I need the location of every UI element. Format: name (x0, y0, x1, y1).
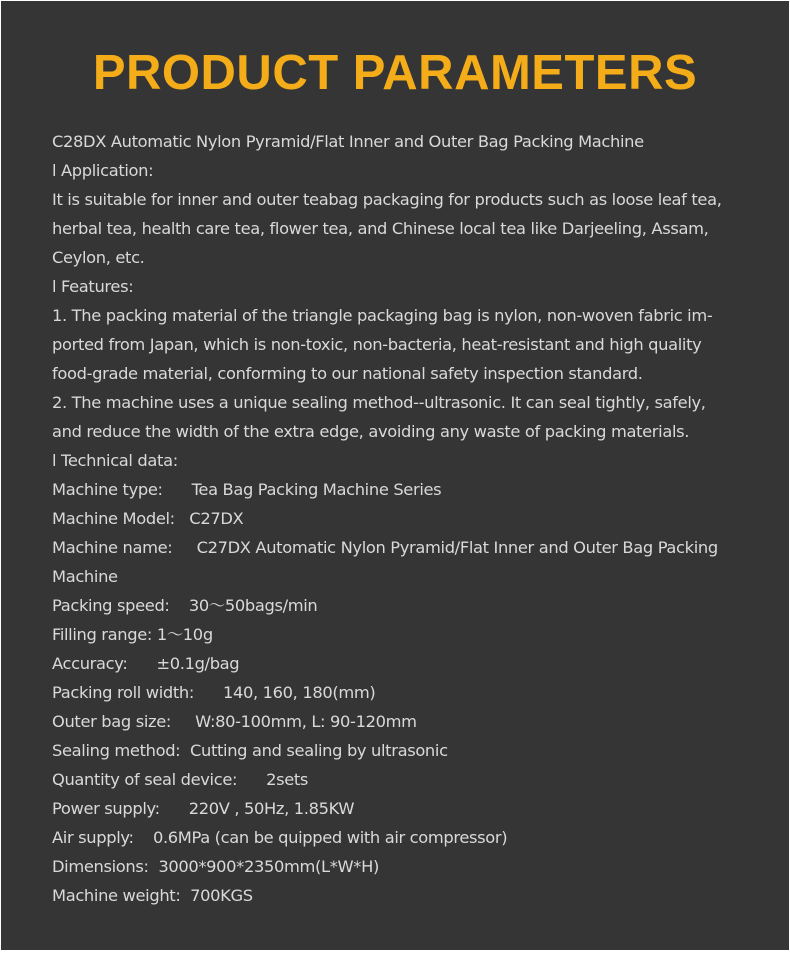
spec-gap (175, 509, 189, 528)
spec-value: 0.6MPa (can be quipped with air compressor) (152, 828, 508, 847)
spec-label: Sealing method: (52, 741, 181, 760)
spec-value: 700KGS (190, 886, 253, 905)
spec-accuracy (52, 649, 752, 678)
application-text-line-2: herbal tea, health care tea, flower tea, and Chinese local tea like Darjeeling, Assam, (52, 219, 709, 238)
application-text-line-3: Ceylon, etc. (52, 248, 145, 267)
spec-label: Machine Model: (52, 509, 175, 528)
spec-packing-speed (52, 591, 752, 620)
spec-label: Dimensions: (52, 857, 149, 876)
spec-label: Accuracy: (52, 654, 128, 673)
spec-label: Outer bag size: (52, 712, 172, 731)
spec-label: Power supply: (52, 799, 160, 818)
spec-label: Packing roll width: (52, 683, 195, 702)
spec-power-supply (52, 794, 752, 823)
features-heading: l Features: (52, 277, 134, 296)
spec-machine-model (52, 504, 752, 533)
application-heading: l Application: (52, 161, 154, 180)
feature-2-line-2: and reduce the width of the extra edge, avoiding any waste of packing materials. (52, 422, 690, 441)
spec-gap (180, 741, 190, 760)
spec-gap (170, 596, 189, 615)
application-text-line-1: It is suitable for inner and outer teabag packaging for products such as loose leaf tea, (52, 190, 722, 209)
spec-gap (149, 857, 159, 876)
spec-machine-name (52, 533, 742, 591)
spec-value: 2sets (266, 770, 309, 789)
spec-air-supply (52, 823, 752, 852)
spec-label: Quantity of seal device: (52, 770, 238, 789)
spec-gap (127, 654, 156, 673)
feature-2-line-1: 2. The machine uses a unique sealing method--ultrasonic. It can seal tightly, safely, (52, 393, 706, 412)
spec-label: Machine name: (52, 538, 173, 557)
feature-1-line-3: food-grade material, conforming to our national safety inspection standard. (52, 364, 643, 383)
spec-value: W:80-100mm, L: 90-120mm (195, 712, 417, 731)
spec-value: Cutting and sealing by ultrasonic (189, 741, 448, 760)
spec-value: 220V , 50Hz, 1.85KW (188, 799, 355, 818)
spec-gap (134, 828, 153, 847)
spec-sealing-method (52, 736, 752, 765)
spec-value: C27DX Automatic Nylon Pyramid/Flat Inner and Outer Bag Packing Machine (52, 538, 718, 586)
spec-gap (171, 712, 195, 731)
spec-seal-device-quantity (52, 765, 752, 794)
spec-gap (237, 770, 266, 789)
spec-value: C27DX (189, 509, 244, 528)
spec-packing-roll-width (52, 678, 752, 707)
product-name: C28DX Automatic Nylon Pyramid/Flat Inner and Outer Bag Packing Machine (52, 132, 644, 151)
feature-1-line-1: 1. The packing material of the triangle packaging bag is nylon, non-woven fabric im- (52, 306, 713, 325)
spec-value: 1～10g (156, 625, 213, 644)
spec-label: Machine type: (52, 480, 163, 499)
spec-gap (163, 480, 192, 499)
technical-data-heading: l Technical data: (52, 451, 178, 470)
spec-gap (194, 683, 223, 702)
spec-dimensions (52, 852, 752, 881)
spec-label: Filling range: (52, 625, 153, 644)
product-parameters-panel (1, 1, 789, 950)
spec-machine-weight (52, 881, 752, 910)
spec-gap (160, 799, 189, 818)
spec-value: 30～50bags/min (188, 596, 318, 615)
spec-label: Packing speed: (52, 596, 170, 615)
spec-value: 3000*900*2350mm(L*W*H) (158, 857, 379, 876)
page-title: PRODUCT PARAMETERS (92, 46, 698, 100)
parameters-content (52, 127, 752, 910)
spec-label: Machine weight: (52, 886, 181, 905)
spec-value: 140, 160, 180(mm) (222, 683, 376, 702)
spec-gap (172, 538, 196, 557)
spec-gap (180, 886, 190, 905)
spec-filling-range (52, 620, 752, 649)
spec-machine-type (52, 475, 752, 504)
spec-value: ±0.1g/bag (156, 654, 240, 673)
spec-outer-bag-size (52, 707, 752, 736)
spec-value: Tea Bag Packing Machine Series (191, 480, 442, 499)
feature-1-line-2: ported from Japan, which is non-toxic, non-bacteria, heat-resistant and high quality (52, 335, 702, 354)
spec-label: Air supply: (52, 828, 134, 847)
